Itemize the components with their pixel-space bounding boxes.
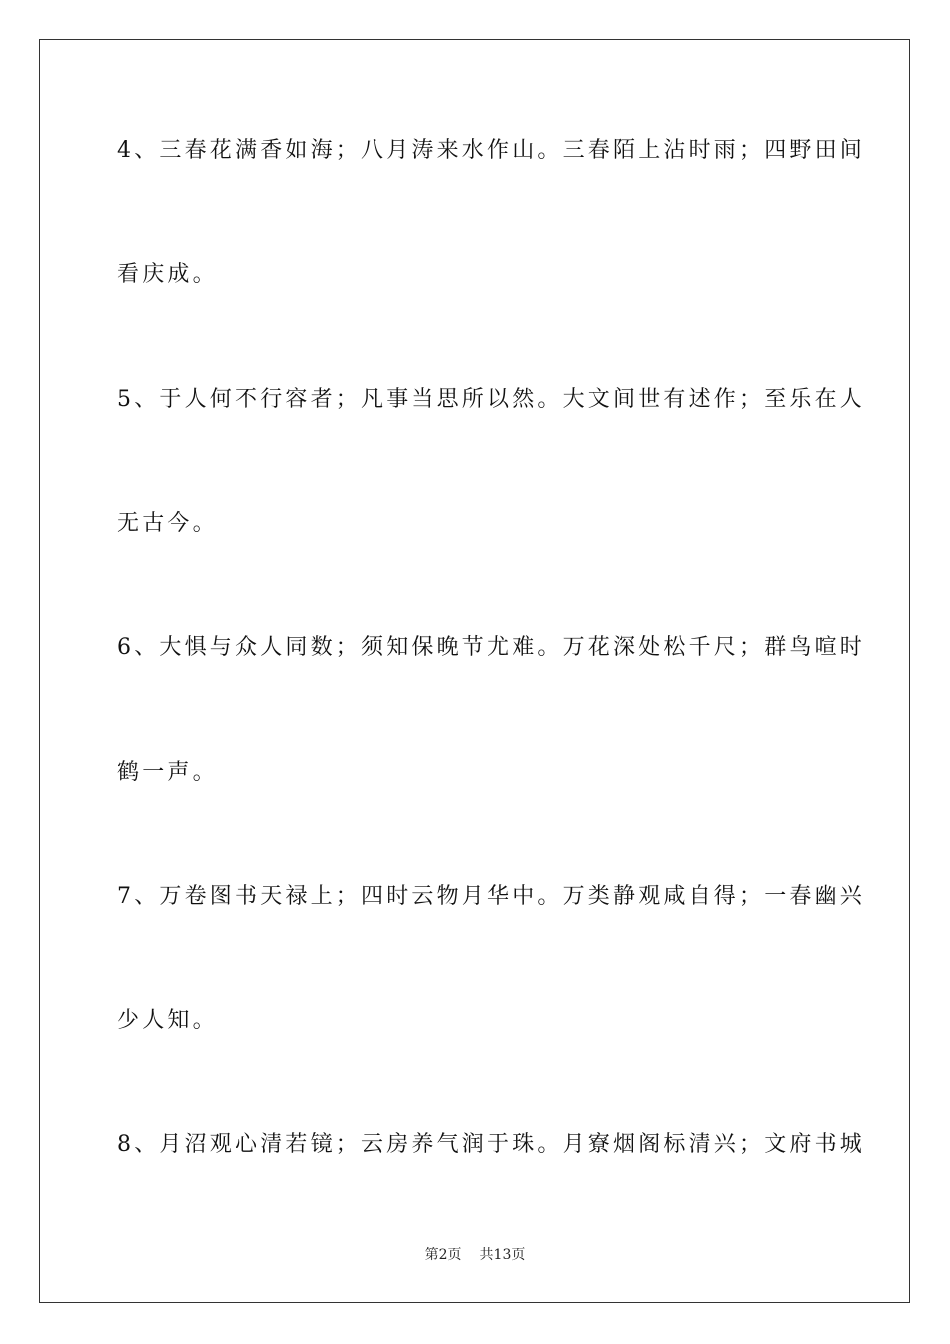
text-line: 无古今。	[117, 511, 218, 536]
text-line: 鹤一声。	[117, 760, 218, 785]
text-line: 8、月沼观心清若镜；云房养气润于珠。月寮烟阁标清兴；文府书城	[117, 1132, 865, 1157]
page-border	[39, 39, 910, 1303]
page-total: 共13页	[479, 1247, 526, 1263]
text-line: 7、万卷图书天禄上；四时云物月华中。万类静观咸自得；一春幽兴	[117, 884, 865, 909]
page-number: 第2页	[424, 1247, 462, 1263]
text-line: 看庆成。	[117, 262, 218, 287]
page-footer	[0, 1245, 950, 1265]
text-line: 4、三春花满香如海；八月涛来水作山。三春陌上沾时雨；四野田间	[117, 138, 865, 163]
text-line: 6、大惧与众人同数；须知保晚节尤难。万花深处松千尺；群鸟喧时	[117, 635, 865, 660]
text-line: 少人知。	[117, 1008, 218, 1033]
text-line: 5、于人何不行容者；凡事当思所以然。大文间世有述作；至乐在人	[117, 387, 865, 412]
